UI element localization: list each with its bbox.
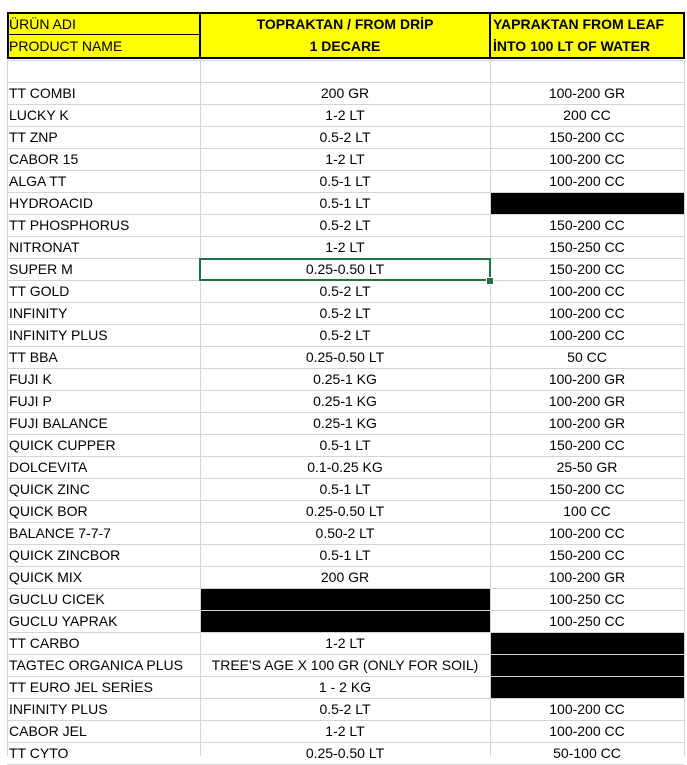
grid-line-h bbox=[7, 478, 684, 479]
leaf-dose-cell[interactable]: 100-200 GR bbox=[548, 569, 626, 585]
grid-line-h bbox=[7, 566, 684, 567]
grid-line-h bbox=[7, 148, 684, 149]
leaf-dose-cell[interactable]: 50-100 CC bbox=[553, 745, 621, 761]
leaf-dose-cell[interactable]: 100-200 CC bbox=[549, 283, 625, 299]
leaf-dose-cell[interactable]: 200 CC bbox=[563, 107, 611, 123]
leaf-dose-cell[interactable]: 150-200 CC bbox=[549, 261, 625, 277]
product-name-cell[interactable]: TT CARBO bbox=[9, 635, 80, 651]
product-name-cell[interactable]: FUJI BALANCE bbox=[9, 415, 108, 431]
drip-dose-cell[interactable]: 200 GR bbox=[320, 569, 370, 585]
leaf-dose-cell[interactable]: 100-200 CC bbox=[549, 701, 625, 717]
drip-dose-cell[interactable]: 0.5-2 LT bbox=[319, 217, 371, 233]
blank-cell[interactable] bbox=[490, 60, 684, 82]
leaf-dose-cell[interactable]: 100-200 CC bbox=[549, 305, 625, 321]
leaf-dose-cell[interactable] bbox=[490, 632, 684, 654]
drip-dose-cell[interactable]: 0.25-1 KG bbox=[313, 371, 377, 387]
drip-dose-cell[interactable]: 0.5-1 LT bbox=[319, 481, 371, 497]
grid-line-h bbox=[7, 742, 684, 743]
grid-line-h bbox=[7, 654, 684, 655]
grid-line-h bbox=[7, 324, 684, 325]
product-name-cell[interactable]: QUICK ZINC bbox=[9, 481, 90, 497]
header-border bbox=[7, 57, 684, 59]
drip-dose-cell[interactable]: 0.5-2 LT bbox=[319, 701, 371, 717]
drip-dose-cell[interactable]: 0.25-0.50 LT bbox=[305, 503, 385, 519]
grid-line-h bbox=[7, 192, 684, 193]
grid-line-v bbox=[490, 60, 491, 756]
leaf-dose-cell[interactable]: 150-200 CC bbox=[549, 481, 625, 497]
drip-dose-cell[interactable]: 0.5-2 LT bbox=[319, 283, 371, 299]
header-border bbox=[7, 12, 9, 59]
product-name-cell[interactable]: NITRONAT bbox=[9, 239, 80, 255]
grid-line-h bbox=[7, 456, 684, 457]
leaf-dose-cell[interactable]: 100-250 CC bbox=[549, 613, 625, 629]
leaf-dose-cell[interactable]: 50 CC bbox=[567, 349, 607, 365]
product-name-cell[interactable]: TAGTEC ORGANICA PLUS bbox=[9, 657, 183, 673]
grid-line-h bbox=[7, 214, 684, 215]
leaf-dose-cell[interactable]: 150-200 CC bbox=[549, 129, 625, 145]
grid-line-h bbox=[7, 126, 684, 127]
header-drip-line1[interactable]: TOPRAKTAN / FROM DRİP bbox=[200, 13, 490, 35]
product-name-cell[interactable]: TT COMBI bbox=[9, 85, 76, 101]
leaf-dose-cell[interactable]: 100-200 GR bbox=[548, 85, 626, 101]
leaf-dose-cell[interactable]: 100-200 GR bbox=[548, 393, 626, 409]
drip-dose-cell[interactable] bbox=[200, 610, 490, 632]
product-name-cell[interactable]: CABOR 15 bbox=[9, 151, 79, 167]
grid-line-h bbox=[7, 544, 684, 545]
product-name-cell[interactable]: LUCKY K bbox=[9, 107, 69, 123]
leaf-dose-cell[interactable]: 100-200 CC bbox=[549, 525, 625, 541]
drip-dose-cell[interactable]: 0.5-2 LT bbox=[319, 129, 371, 145]
drip-dose-cell[interactable]: 0.5-1 LT bbox=[319, 437, 371, 453]
drip-dose-cell[interactable]: 0.25-0.50 LT bbox=[305, 261, 385, 277]
product-name-cell[interactable]: GUCLU CICEK bbox=[9, 591, 105, 607]
leaf-dose-cell[interactable]: 150-250 CC bbox=[549, 239, 625, 255]
header-product-en[interactable]: PRODUCT NAME bbox=[7, 35, 200, 57]
product-name-cell[interactable]: FUJI P bbox=[9, 393, 52, 409]
drip-dose-cell[interactable] bbox=[200, 588, 490, 610]
leaf-dose-cell[interactable] bbox=[490, 654, 684, 676]
drip-dose-cell[interactable]: 1-2 LT bbox=[325, 723, 365, 739]
product-name-cell[interactable]: BALANCE 7-7-7 bbox=[9, 525, 111, 541]
leaf-dose-cell[interactable]: 100-200 CC bbox=[549, 151, 625, 167]
product-name-cell[interactable]: HYDROACID bbox=[9, 195, 94, 211]
grid-line-h bbox=[7, 390, 684, 391]
blank-cell[interactable] bbox=[7, 60, 200, 82]
drip-dose-cell[interactable]: 1 - 2 KG bbox=[318, 679, 372, 695]
product-name-cell[interactable]: FUJI K bbox=[9, 371, 52, 387]
drip-dose-cell[interactable]: 0.25-0.50 LT bbox=[305, 349, 385, 365]
grid-line-h bbox=[7, 302, 684, 303]
leaf-dose-cell[interactable]: 100-200 GR bbox=[548, 371, 626, 387]
header-border bbox=[200, 12, 490, 14]
product-name-cell[interactable]: INFINITY PLUS bbox=[9, 701, 108, 717]
header-leaf-line2[interactable]: İNTO 100 LT OF WATER bbox=[490, 35, 684, 57]
leaf-dose-cell[interactable]: 100-200 CC bbox=[549, 723, 625, 739]
drip-dose-cell[interactable]: 1-2 LT bbox=[325, 107, 365, 123]
grid-line-h bbox=[7, 522, 684, 523]
header-border bbox=[683, 12, 685, 59]
leaf-dose-cell[interactable]: 25-50 GR bbox=[556, 459, 618, 475]
leaf-dose-cell[interactable]: 100-250 CC bbox=[549, 591, 625, 607]
drip-dose-cell[interactable]: TREE'S AGE X 100 GR (ONLY FOR SOIL) bbox=[211, 657, 479, 673]
product-name-cell[interactable]: TT BBA bbox=[9, 349, 58, 365]
product-name-cell[interactable]: TT PHOSPHORUS bbox=[9, 217, 130, 233]
drip-dose-cell[interactable]: 0.25-1 KG bbox=[313, 415, 377, 431]
header-product-tr[interactable]: ÜRÜN ADI bbox=[7, 13, 200, 35]
header-border bbox=[490, 12, 684, 14]
product-name-cell[interactable]: QUICK BOR bbox=[9, 503, 88, 519]
active-cell-selection[interactable] bbox=[199, 258, 491, 281]
leaf-dose-cell[interactable] bbox=[490, 676, 684, 698]
grid-line-h bbox=[7, 368, 684, 369]
grid-line-h bbox=[7, 588, 684, 589]
leaf-dose-cell[interactable]: 100-200 GR bbox=[548, 415, 626, 431]
product-name-cell[interactable]: SUPER M bbox=[9, 261, 73, 277]
header-drip-line2[interactable]: 1 DECARE bbox=[200, 35, 490, 57]
leaf-dose-cell[interactable]: 100-200 CC bbox=[549, 327, 625, 343]
product-name-cell[interactable]: TT CYTO bbox=[9, 745, 69, 761]
product-name-cell[interactable]: TT GOLD bbox=[9, 283, 70, 299]
header-border bbox=[489, 12, 491, 59]
blank-cell[interactable] bbox=[200, 60, 490, 82]
product-name-cell[interactable]: INFINITY PLUS bbox=[9, 327, 108, 343]
product-name-cell[interactable]: GUCLU YAPRAK bbox=[9, 613, 118, 629]
grid-line-h bbox=[7, 412, 684, 413]
leaf-dose-cell[interactable]: 100-200 CC bbox=[549, 173, 625, 189]
product-name-cell[interactable]: DOLCEVITA bbox=[9, 459, 88, 475]
header-border bbox=[7, 34, 200, 35]
grid-line-v bbox=[200, 60, 201, 756]
drip-dose-cell[interactable]: 1-2 LT bbox=[325, 635, 365, 651]
drip-dose-cell[interactable]: 0.5-1 LT bbox=[319, 547, 371, 563]
header-leaf-line1[interactable]: YAPRAKTAN FROM LEAF bbox=[490, 13, 684, 35]
grid-line-h bbox=[7, 676, 684, 677]
grid-line-h bbox=[7, 632, 684, 633]
drip-dose-cell[interactable]: 0.5-2 LT bbox=[319, 305, 371, 321]
header-border bbox=[7, 12, 200, 14]
leaf-dose-cell[interactable]: 150-200 CC bbox=[549, 547, 625, 563]
product-name-cell[interactable]: CABOR JEL bbox=[9, 723, 87, 739]
drip-dose-cell[interactable]: 0.5-2 LT bbox=[319, 327, 371, 343]
drip-dose-cell[interactable]: 1-2 LT bbox=[325, 151, 365, 167]
product-name-cell[interactable]: INFINITY bbox=[9, 305, 68, 321]
product-name-cell[interactable]: TT ZNP bbox=[9, 129, 58, 145]
product-name-cell[interactable]: QUICK CUPPER bbox=[9, 437, 116, 453]
leaf-dose-cell[interactable] bbox=[490, 192, 684, 214]
grid-line-h bbox=[7, 60, 684, 61]
grid-line-h bbox=[7, 698, 684, 699]
leaf-dose-cell[interactable]: 150-200 CC bbox=[549, 437, 625, 453]
grid-line-h bbox=[7, 170, 684, 171]
grid-line-h bbox=[7, 434, 684, 435]
drip-dose-cell[interactable]: 0.25-0.50 LT bbox=[305, 745, 385, 761]
product-name-cell[interactable]: TT EURO JEL SERİES bbox=[9, 679, 153, 695]
product-name-cell[interactable]: QUICK MIX bbox=[9, 569, 83, 585]
leaf-dose-cell[interactable]: 100 CC bbox=[563, 503, 611, 519]
drip-dose-cell[interactable]: 0.50-2 LT bbox=[315, 525, 375, 541]
grid-line-h bbox=[7, 82, 684, 83]
fill-handle[interactable] bbox=[486, 277, 494, 285]
drip-dose-cell[interactable]: 0.1-0.25 KG bbox=[307, 459, 383, 475]
drip-dose-cell[interactable]: 0.5-1 LT bbox=[319, 173, 371, 189]
drip-dose-cell[interactable]: 1-2 LT bbox=[325, 239, 365, 255]
grid-line-h bbox=[7, 236, 684, 237]
drip-dose-cell[interactable]: 0.25-1 KG bbox=[313, 393, 377, 409]
product-name-cell[interactable]: QUICK ZINCBOR bbox=[9, 547, 121, 563]
leaf-dose-cell[interactable]: 150-200 CC bbox=[549, 217, 625, 233]
header-border bbox=[199, 12, 201, 59]
grid-line-h bbox=[7, 104, 684, 105]
drip-dose-cell[interactable]: 200 GR bbox=[320, 85, 370, 101]
grid-line-v bbox=[7, 60, 8, 756]
grid-line-v bbox=[684, 60, 685, 756]
grid-line-h bbox=[7, 720, 684, 721]
grid-line-h bbox=[7, 610, 684, 611]
grid-line-h bbox=[7, 500, 684, 501]
drip-dose-cell[interactable]: 0.5-1 LT bbox=[319, 195, 371, 211]
grid-line-h bbox=[7, 346, 684, 347]
product-name-cell[interactable]: ALGA TT bbox=[9, 173, 67, 189]
